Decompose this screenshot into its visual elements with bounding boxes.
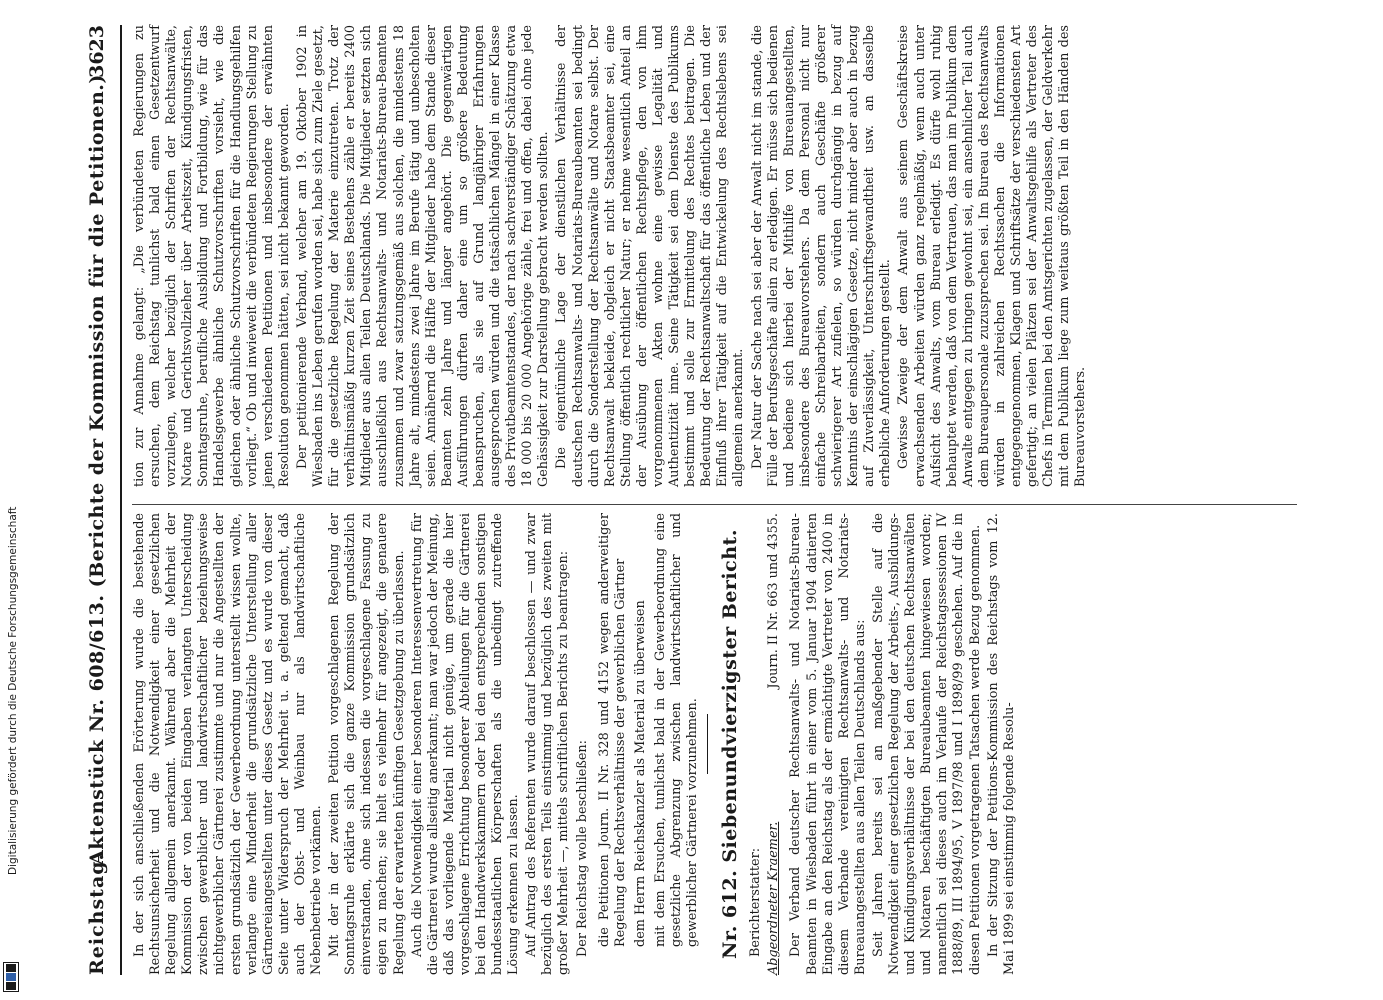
paragraph: In der sich anschließenden Erörterung wurde die bestehende Rechtsunsicherheit und die Notwendigkeit einer gesetzlichen Regelung allgemein anerkannt. Während aber die Mehrheit der Kommission der von beiden Eingaben verlangten Unterscheidung zwischen gewerblicher und landwirtschaftlicher beziehungsweise nichtgewerblicher Gärtnerei zustimmte und nur die Angestellten der ersten grundsätzlich der Gewerbeordnung unterstellt wissen wollte, verlangte eine Minderheit die grundsätzliche Unterstellung aller Gärtnereiangestellten unter dieses Gesetz und es wurde von dieser Seite unter Widerspruch der Mehrheit u. a. geltend gemacht, daß auch der Obst- und Weinbau nur als landwirtschaftliche Nebenbetriebe vorkämen.: [132, 513, 325, 975]
section-divider: [707, 714, 708, 774]
reporter-row: [766, 513, 782, 975]
resolution-line: die Petitionen Journ. II Nr. 328 und 4152 wegen anderweitiger Regelung der Rechtsverhältnisse der gewerblichen Gärtner: [596, 513, 628, 947]
paragraph: Seit Jahren bereits sei an maßgebender Stelle auf die Notwendigkeit einer gesetzlichen Regelung der Arbeits-, Ausbildungs- und Kündigungsverhältnisse der bei den deutschen Rechtsanwälten und Notaren beschäftigten Bureaubeamten hingewiesen worden; namentlich sei dieses auch im Verlaufe der Reichstagssessionen IV 1888/89, III 1894/95, V 1897/98 und I 1898/99 geschehen. Auf die in diesen Petitionen vorgetragenen Tatsachen werde Bezug genommen.: [870, 513, 983, 975]
paragraph: Auch die Notwendigkeit einer besonderen Interessenvertretung für die Gärtnerei wurde allseitig anerkannt; man war jedoch der Meinung, daß das vorliegende Material nicht genüge, um gerade die hier vorgeschlagene Errichtung besonderer Abteilungen für die Gärtnerei bei den Handwerkskammern oder bei den entsprechenden sonstigen bundesstaatlichen Körperschaften als die unbedingt zutreffende Lösung erkennen zu lassen.: [409, 513, 522, 975]
paragraph: Der Reichstag wolle beschließen:: [574, 740, 590, 957]
column-left: [132, 513, 1302, 975]
document-page: [70, 5, 1320, 995]
paragraph: Der Natur der Sache nach sei aber der Anwalt nicht im stande, die Fülle der Berufsgeschäfte allein zu erledigen. Er müsse sich bedienen und bediene sich hierbei der Mithilfe von Bureauangestellten, insbesondere des Bureauvorstehers. Da dem Personal nicht nur einfache Schreibarbeiten, sondern auch Geschäfte größerer schwierigerer Art zufielen, so würden durchgängig in bezug auf Kenntnis der einschlägigen Gesetze, nicht minder aber auch in bezug auf Zuverlässigkeit, Unterschriftsgewandtheit usw. an dasselbe erhebliche Anforderungen gestellt.: [749, 25, 894, 487]
page-footer: [0, 0, 24, 1000]
paragraph: Der petitionierende Verband, welcher am 19. Oktober 1902 in Wiesbaden ins Leben gerufen worden sei, habe sich zum Ziele gesetzt, für die gesetzliche Regelung der Materie einzutreten. Trotz der verhältnismäßig kurzen Zeit seines Bestehens zähle er bereits 2400 Mitglieder aus allen Teilen Deutschlands. Die Mitglieder setzten sich ausschließlich aus Rechtsanwalts- und Notariats-Bureau-Beamten zusammen und zwar satzungsgemäß aus solchen, die mindestens 18 Jahre alt, mindestens zwei Jahre im Berufe tätig und unbescholten seien. Annähernd die Hälfte der Mitglieder habe dem Stande dieser Beamten zehn Jahre und länger angehört. Die gegenwärtigen Ausführungen dürften daher eine um so größere Bedeutung beanspruchen, als sie auf Grund langjähriger Erfahrungen ausgesprochen würden und die tatsächlichen Mängel in einer Klasse des Privatbeamtenstandes, der nach sachverständiger Schätzung etwa 18 000 bis 20 000 Angehörige zähle, frei und offen, dabei ohne jede Gehässigkeit zur Darstellung gebracht werden sollten.: [294, 25, 552, 487]
resolution-block: [597, 513, 702, 975]
paragraph: Der Verband deutscher Rechtsanwalts- und Notariats-Bureau-Beamten in Wiesbaden führt in einer vom 5. Januar 1904 datierten Eingabe an den Reichstag als der ermächtigte Vertreter von 2400 in diesem Verbande vereinigten Rechtsanwalts- und Notariats-Bureauangestellten aus allen Teilen Deutschlands aus:: [788, 513, 868, 975]
paragraph: Mit der in der zweiten Petition vorgeschlagenen Regelung der Sonntagsruhe erklärte sich die ganze Kommission grundsätzlich einverstanden, ohne sich indessen die vorgeschlagene Fassung zu eigen zu machen; sie hielt es vielmehr für angezeigt, die genauere Regelung der erwarteten künftigen Gesetzgebung zu überlassen.: [327, 513, 407, 975]
paragraph: Gewisse Zweige der dem Anwalt aus seinem Geschäftskreise erwachsenden Arbeiten würden ganz regelmäßig, wenn auch unter Aufsicht des Anwalts, vom Bureau erledigt. Es dürfe wohl ruhig behauptet werden, daß von dem Vertrauen, das man im Publikum dem Anwalte entgegen zu bringen gewohnt sei, ein ansehnlicher Teil auch dem Bureaupersonale zuzusprechen sei. Im Bureau des Rechtsanwalts würden in zahlreichen Rechtssachen die Informationen entgegengenommen, Klagen und Schriftsätze der verschiedensten Art gefertigt; an vielen Plätzen sei der Anwaltsgehilfe als Vertreter des Chefs in Terminen bei den Amtsgerichten zugelassen, der Geldverkehr mit dem Publikum liege zum weitaus größten Teil in den Händen des Bureauvorstehers.: [896, 25, 1089, 487]
paragraph: In der Sitzung der Petitions-Kommission des Reichstags vom 12. Mai 1899 sei einstimmig folgende Resolu-: [985, 513, 1017, 975]
header-title: Aktenstück Nr. 608/613. (Berichte der Kommission für die Petitionen.): [86, 74, 108, 865]
resolution-line: dem Herrn Reichskanzler als Material zu überweisen: [632, 600, 648, 947]
reporter-name: Abgeordneter Kraemer.: [766, 821, 782, 975]
reporter-label: Berichterstatter:: [748, 847, 764, 957]
dfg-logo: [3, 962, 19, 992]
paragraph: Die eigentümliche Lage der dienstlichen Verhältnisse der deutschen Rechtsanwalts- und Notariats-Bureaubeamten sei bedingt durch die Sonderstellung der Rechtsanwälte und Notare selbst. Der Rechtsanwalt bekleide, obgleich er nicht Staatsbeamter sei, eine Stellung öffentlich rechtlicher Natur; er nehme wesentlich Anteil an der Ausübung der öffentlichen Rechtspflege, den von ihm vorgenommenen Akten wohne eine gewisse Legalität und Authentizität inne. Seine Tätigkeit sei dem Dienste des Publikums bestimmt und solle zur Ermittelung des Rechtes beitragen. Die Bedeutung der Rechtsanwaltschaft für das öffentliche Leben und der Einfluß ihrer Tätigkeit auf die Entwickelung des Rechtslebens sei allgemein anerkannt.: [554, 25, 747, 487]
digitization-credit: Digitalisierung gefördert durch die Deutsche Forschungsgemeinschaft: [7, 506, 19, 875]
report-heading: Nr. 612. Siebenundvierzigster Bericht.: [719, 529, 742, 959]
journal-reference: Journ. II Nr. 663 und 4355.: [766, 513, 782, 689]
column-right: [132, 25, 1302, 487]
page-header: [78, 25, 118, 975]
header-section: Reichstag.: [86, 852, 108, 975]
rotated-page-content: [70, 5, 1320, 995]
paragraph: Auf Antrag des Referenten wurde darauf beschlossen — und zwar bezüglich des ersten Teils einstimmig und bezüglich des zweiten mit großer Mehrheit —, mittels schriftlichen Berichts zu beantragen:: [524, 513, 572, 975]
page-number: 3623: [86, 25, 108, 78]
column-divider: [132, 504, 1297, 505]
paragraph: tion zur Annahme gelangt: „Die verbündeten Regierungen zu ersuchen, dem Reichstag tunlichst bald einen Gesetzentwurf vorzulegen, welcher bezüglich der Schriften der Rechtsanwälte, Notare und Gerichtsvollzieher über Arbeitszeit, Kündigungsfristen, Sonntagsruhe, berufliche Ausbildung und Fortbildung, wie für das Handelsgewerbe ähnliche Schutzvorschriften vorsieht, wie die gleichen oder ähnliche Schutzvorschriften für die Handlungsgehilfen vorliegt.“ Ob und inwieweit die verbündeten Regierungen Stellung zu jenen verschiedenen Petitionen und insbesondere der erwähnten Resolution genommen hätten, sei nicht bekannt geworden.: [132, 25, 292, 487]
header-rule: [120, 25, 122, 975]
resolution-line: mit dem Ersuchen, tunlichst bald in der Gewerbeordnung eine gesetzliche Abgrenzung zwischen landwirtschaftlicher und gewerblicher Gärtnerei vorzunehmen.: [652, 513, 701, 947]
